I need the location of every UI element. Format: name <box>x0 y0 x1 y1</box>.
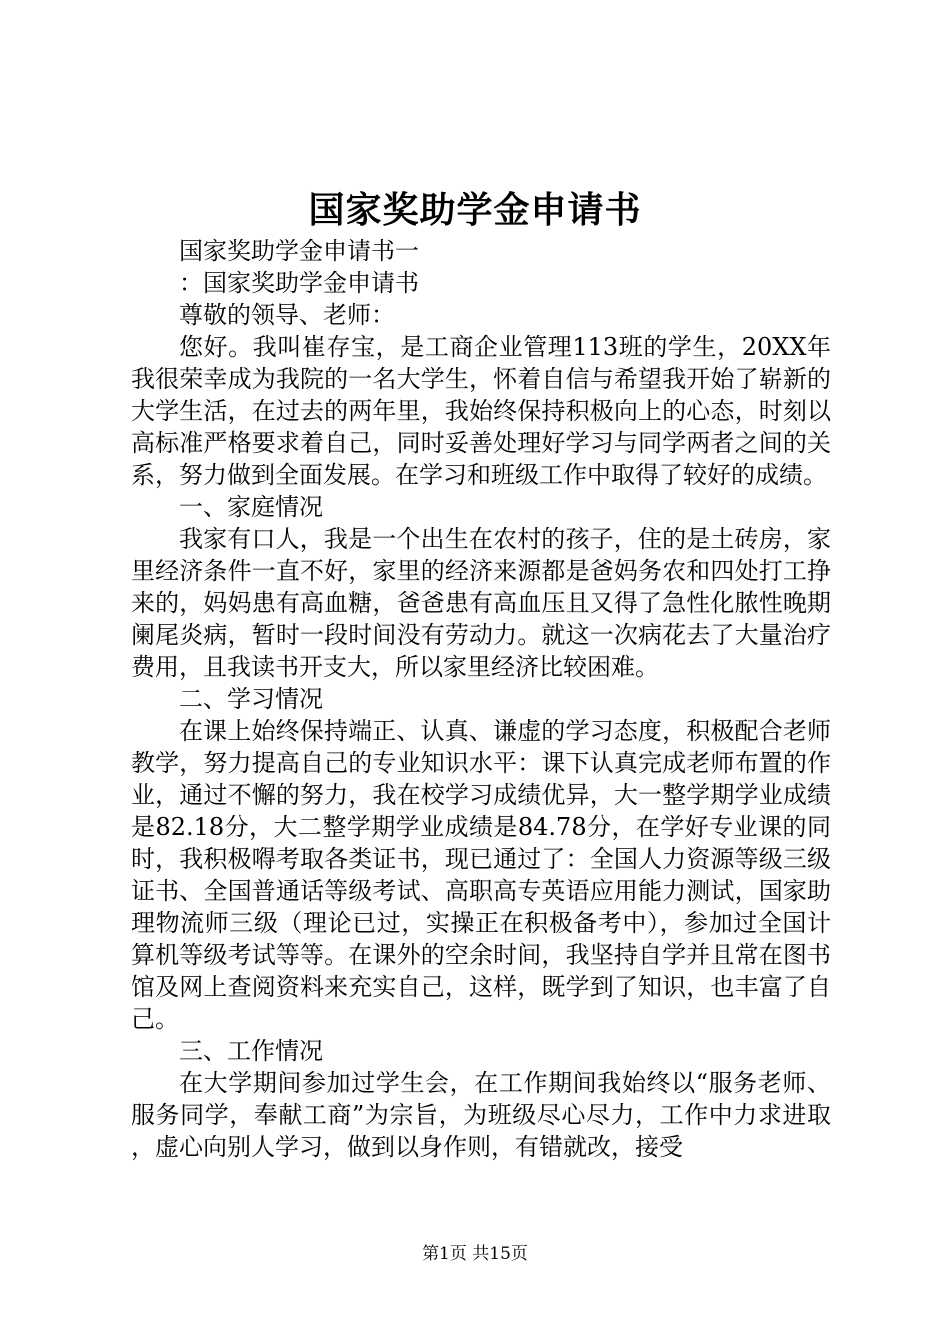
paragraph-intro: 您好。我叫崔存宝，是工商企业管理113班的学生，20XX年我很荣幸成为我院的一名大学生，怀着自信与希望我开始了崭新的大学生活，在过去的两年里，我始终保持积极向上的心态，时刻以高标准严格要求着自己，同时妥善处理好学习与同学两者之间的关系，努力做到全面发展。在学习和班级工作中取得了较好的成绩。 <box>131 333 831 489</box>
section-heading-work: 三、工作情况 <box>179 1037 323 1065</box>
section-heading-study: 二、学习情况 <box>179 685 323 713</box>
page-footer: 第1页 共15页 <box>422 1244 528 1264</box>
paragraph-subtitle: 国家奖助学金申请书一 <box>179 237 419 265</box>
document-title: 国家奖助学金申请书 <box>308 189 642 231</box>
paragraph-work: 在大学期间参加过学生会，在工作期间我始终以“服务老师、服务同学，奉献工商”为宗旨，为班级尽心尽力，工作中力求进取，虚心向别人学习，做到以身作则，有错就改，接受 <box>131 1069 831 1161</box>
document-body <box>131 235 831 1163</box>
paragraph-family: 我家有口人，我是一个出生在农村的孩子，住的是土砖房，家里经济条件一直不好，家里的经济来源都是爸妈务农和四处打工挣来的，妈妈患有高血糖，爸爸患有高血压且又得了急性化脓性晚期阑尾炎病，暂时一段时间没有劳动力。就这一次病花去了大量治疗费用，且我读书开支大，所以家里经济比较困难。 <box>131 525 831 681</box>
paragraph-heading-ref: ：国家奖助学金申请书 <box>179 269 419 297</box>
section-heading-family: 一、家庭情况 <box>179 493 323 521</box>
paragraph-study: 在课上始终保持端正、认真、谦虚的学习态度，积极配合老师教学，努力提高自己的专业知识水平：课下认真完成老师布置的作业，通过不懈的努力，我在校学习成绩优异，大一整学期学业成绩是82.18分，大二整学期学业成绩是84.78分，在学好专业课的同时，我积极嘚考取各类证书，现已通过了：全国人力资源等级三级证书、全国普通话等级考试、高职高专英语应用能力测试，国家助理物流师三级（理论已过，实操正在积极备考中），参加过全国计算机等级考试等等。在课外的空余时间，我坚持自学并且常在图书馆及网上查阅资料来充实自己，这样，既学到了知识，也丰富了自己。 <box>131 717 831 1033</box>
paragraph-salutation: 尊敬的领导、老师： <box>179 301 395 329</box>
